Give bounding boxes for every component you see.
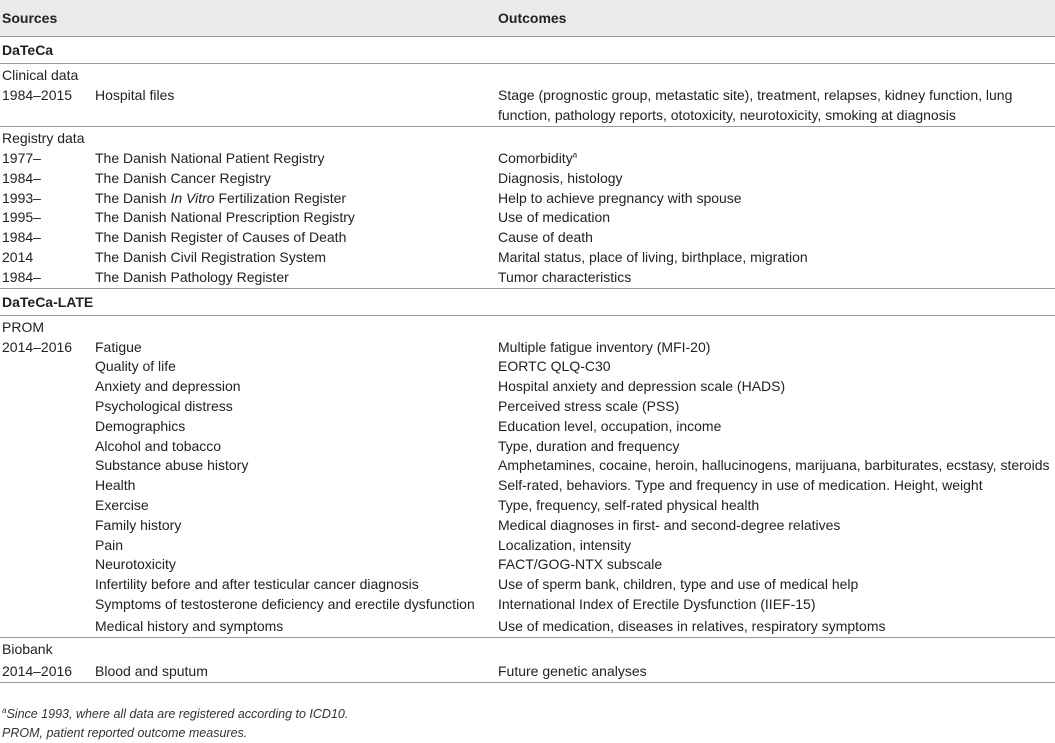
section-title: DaTeCa bbox=[2, 42, 54, 58]
outcome-cell: Stage (prognostic group, metastatic site), treatment, relapses, kidney function, lung function, pathology reports, ototoxicity, neurotoxicity, smoking at diagnosis bbox=[498, 87, 1013, 123]
source-cell: Medical history and symptoms bbox=[95, 617, 284, 634]
subsection-title: Clinical data bbox=[2, 67, 79, 83]
table-row bbox=[0, 476, 1055, 496]
table-row bbox=[0, 377, 1055, 397]
table-row bbox=[0, 208, 1055, 228]
source-cell: Infertility before and after testicular cancer diagnosis bbox=[95, 576, 419, 593]
table-row bbox=[0, 595, 1055, 615]
source-cell: Pain bbox=[95, 536, 124, 553]
subsection-title: Biobank bbox=[2, 640, 53, 657]
outcome-cell: Diagnosis, histology bbox=[498, 169, 623, 186]
outcome-cell: Use of sperm bank, children, type and use of medical help bbox=[498, 576, 859, 593]
outcome-cell: Cause of death bbox=[498, 229, 593, 246]
source-cell: Neurotoxicity bbox=[95, 556, 176, 573]
source-cell: The Danish Register of Causes of Death bbox=[95, 229, 347, 246]
outcome-cell: Localization, intensity bbox=[498, 536, 632, 553]
table-row bbox=[0, 660, 1055, 683]
subsection-prom bbox=[0, 315, 1055, 338]
subsection-clinical-data bbox=[0, 63, 1055, 86]
outcome-cell: EORTC QLQ-C30 bbox=[498, 358, 611, 375]
outcome-cell: FACT/GOG-NTX subscale bbox=[498, 556, 663, 573]
table-row bbox=[0, 417, 1055, 437]
source-text: The Danish bbox=[95, 189, 171, 206]
source-cell: Health bbox=[95, 477, 136, 494]
header-sources: Sources bbox=[2, 10, 58, 26]
table-row bbox=[0, 575, 1055, 595]
table-row bbox=[0, 516, 1055, 536]
table-row bbox=[0, 496, 1055, 516]
source-cell: Substance abuse history bbox=[95, 457, 249, 474]
table-row bbox=[0, 397, 1055, 417]
source-italic-text: In Vitro bbox=[170, 189, 215, 206]
outcome-cell: Education level, occupation, income bbox=[498, 417, 722, 434]
source-cell: Hospital files bbox=[95, 87, 175, 103]
footnote-prom: PROM, patient reported outcome measures. bbox=[2, 726, 248, 740]
subsection-title: Registry data bbox=[2, 130, 85, 146]
table-row bbox=[0, 437, 1055, 457]
table-row bbox=[0, 189, 1055, 209]
year-cell: 1995– bbox=[2, 209, 41, 226]
footnote-text: Since 1993, where all data are registered according to ICD10. bbox=[6, 707, 349, 721]
year-cell: 1984– bbox=[2, 229, 41, 246]
outcome-cell: Marital status, place of living, birthplace, migration bbox=[498, 248, 808, 265]
source-cell: The Danish Pathology Register bbox=[95, 268, 289, 285]
source-cell: Anxiety and depression bbox=[95, 378, 241, 395]
table-row bbox=[0, 149, 1055, 169]
subsection-biobank bbox=[0, 637, 1055, 660]
section-dateca bbox=[0, 36, 1055, 63]
outcome-cell: Hospital anxiety and depression scale (HADS) bbox=[498, 378, 786, 395]
source-cell: Exercise bbox=[95, 496, 149, 513]
table-row bbox=[0, 456, 1055, 476]
source-cell: Quality of life bbox=[95, 358, 176, 375]
source-cell bbox=[95, 189, 346, 209]
source-cell: Alcohol and tobacco bbox=[95, 437, 222, 454]
section-dateca-late bbox=[0, 288, 1055, 315]
outcome-cell: Type, duration and frequency bbox=[498, 437, 680, 454]
outcome-cell: International Index of Erectile Dysfunction (IIEF-15) bbox=[498, 595, 816, 612]
year-cell: 1984–2015 bbox=[2, 87, 73, 103]
source-cell: Symptoms of testosterone deficiency and erectile dysfunction bbox=[95, 595, 475, 612]
table-row bbox=[0, 228, 1055, 248]
year-cell: 1984– bbox=[2, 169, 41, 186]
outcome-cell: Use of medication bbox=[498, 209, 611, 226]
table-row bbox=[0, 357, 1055, 377]
source-cell: The Danish Cancer Registry bbox=[95, 169, 271, 186]
subsection-registry-data bbox=[0, 127, 1055, 149]
table-row bbox=[0, 169, 1055, 189]
table-row bbox=[0, 248, 1055, 268]
year-cell: 1984– bbox=[2, 268, 41, 285]
source-cell: Psychological distress bbox=[95, 397, 233, 414]
source-cell: The Danish National Prescription Registry bbox=[95, 209, 355, 226]
source-cell: Demographics bbox=[95, 417, 186, 434]
year-cell: 2014 bbox=[2, 248, 34, 265]
outcome-cell: Multiple fatigue inventory (MFI-20) bbox=[498, 338, 711, 355]
header-outcomes: Outcomes bbox=[498, 10, 567, 26]
source-cell: Fatigue bbox=[95, 338, 142, 355]
table-row bbox=[0, 268, 1055, 288]
outcome-cell: Tumor characteristics bbox=[498, 268, 632, 285]
outcome-cell: Amphetamines, cocaine, heroin, hallucinogens, marijuana, barbiturates, ecstasy, steroids bbox=[498, 457, 1050, 474]
prom-rows bbox=[0, 338, 1055, 637]
outcome-cell bbox=[498, 149, 577, 169]
source-cell: The Danish National Patient Registry bbox=[95, 150, 325, 166]
outcome-cell: Future genetic analyses bbox=[498, 662, 647, 679]
table-row bbox=[0, 86, 1055, 127]
table-row bbox=[0, 615, 1055, 637]
section-title: DaTeCa-LATE bbox=[2, 293, 94, 310]
outcome-cell: Help to achieve pregnancy with spouse bbox=[498, 189, 742, 206]
outcome-cell: Self-rated, behaviors. Type and frequency in use of medication. Height, weight bbox=[498, 477, 983, 494]
year-cell: 2014–2016 bbox=[2, 338, 73, 355]
outcome-text: Comorbidity bbox=[498, 150, 573, 166]
source-text: Fertilization Register bbox=[214, 189, 347, 206]
outcome-cell: Type, frequency, self-rated physical health bbox=[498, 496, 760, 513]
table-row bbox=[0, 555, 1055, 575]
source-cell: The Danish Civil Registration System bbox=[95, 248, 327, 265]
outcome-cell: Medical diagnoses in first- and second-degree relatives bbox=[498, 516, 841, 533]
source-cell: Blood and sputum bbox=[95, 662, 208, 679]
subsection-title: PROM bbox=[2, 318, 44, 335]
outcome-cell: Use of medication, diseases in relatives, respiratory symptoms bbox=[498, 617, 886, 634]
year-cell: 2014–2016 bbox=[2, 662, 73, 679]
year-cell: 1977– bbox=[2, 150, 41, 166]
footnote-marker: a bbox=[572, 150, 578, 160]
table-row bbox=[0, 338, 1055, 358]
footnote-a bbox=[2, 707, 348, 721]
footnote-marker: a bbox=[2, 705, 7, 715]
source-cell: Family history bbox=[95, 516, 182, 533]
table-row bbox=[0, 536, 1055, 556]
table-header bbox=[0, 0, 1055, 36]
year-cell: 1993– bbox=[2, 189, 41, 206]
outcome-cell: Perceived stress scale (PSS) bbox=[498, 397, 680, 414]
